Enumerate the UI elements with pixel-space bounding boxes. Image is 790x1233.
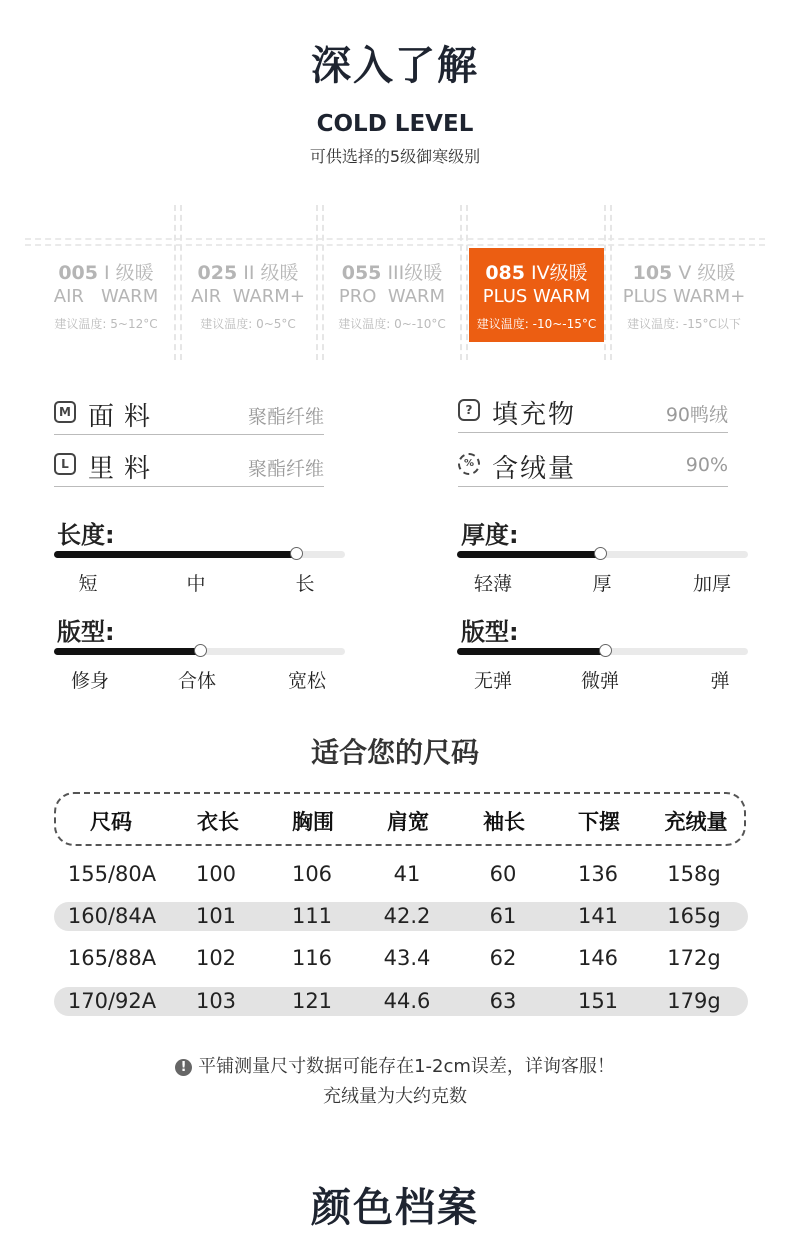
table-cell: 102 bbox=[195, 946, 237, 970]
table-cell: 101 bbox=[195, 904, 237, 928]
table-cell: 42.2 bbox=[383, 904, 431, 928]
table-cell: 121 bbox=[291, 989, 333, 1013]
cold-level-title: COLD LEVEL bbox=[316, 111, 474, 137]
slider-knob[interactable] bbox=[194, 644, 207, 657]
divider bbox=[604, 205, 606, 360]
table-cell: 151 bbox=[577, 989, 619, 1013]
slider-label: 厚 bbox=[592, 573, 612, 595]
table-cell: 146 bbox=[577, 946, 619, 970]
thickness-title: 厚度: bbox=[461, 521, 519, 549]
level-code: 025 bbox=[197, 262, 238, 284]
cold-level-3[interactable] bbox=[325, 248, 459, 342]
level-grade: I 级暖 bbox=[104, 262, 154, 284]
percent-gauge-icon: % bbox=[458, 453, 480, 475]
slider-label: 弹 bbox=[710, 670, 730, 692]
table-cell: 165g bbox=[667, 904, 721, 928]
column-header: 袖长 bbox=[483, 810, 525, 834]
slider-label: 修身 bbox=[70, 670, 110, 692]
divider bbox=[316, 205, 318, 360]
cold-level-2[interactable] bbox=[182, 248, 314, 342]
table-cell: 100 bbox=[195, 862, 237, 886]
table-cell: 170/92A bbox=[67, 989, 157, 1013]
fit-title: 版型: bbox=[57, 618, 115, 646]
table-row bbox=[54, 860, 748, 889]
level-grade: V 级暖 bbox=[678, 262, 736, 284]
material-value: 90鸭绒 bbox=[665, 404, 728, 426]
divider bbox=[174, 205, 176, 360]
slider-knob[interactable] bbox=[594, 547, 607, 560]
table-row bbox=[54, 987, 748, 1016]
slider-label: 轻薄 bbox=[473, 573, 513, 595]
level-code: 005 bbox=[58, 262, 98, 284]
page-title: 深入了解 bbox=[311, 43, 479, 89]
filling-question-icon: ? bbox=[458, 399, 480, 421]
cold-level-5[interactable] bbox=[613, 248, 755, 342]
table-cell: 106 bbox=[291, 862, 333, 886]
table-cell: 111 bbox=[291, 904, 333, 928]
divider bbox=[25, 238, 765, 240]
cold-level-subtitle: 可供选择的5级御寒级别 bbox=[309, 147, 481, 166]
slider-fill bbox=[457, 648, 605, 655]
divider bbox=[25, 244, 765, 246]
column-header: 充绒量 bbox=[664, 810, 728, 834]
table-cell: 179g bbox=[667, 989, 721, 1013]
level-grade: III级暖 bbox=[387, 262, 443, 284]
table-cell: 43.4 bbox=[383, 946, 431, 970]
length-slider[interactable] bbox=[54, 551, 345, 558]
slider-knob[interactable] bbox=[599, 644, 612, 657]
stretch-title: 版型: bbox=[461, 618, 519, 646]
slider-fill bbox=[54, 648, 200, 655]
table-cell: 44.6 bbox=[383, 989, 431, 1013]
level-name: PLUS WARM bbox=[482, 286, 591, 307]
fill-weight-note: 充绒量为大约克数 bbox=[323, 1086, 467, 1107]
table-cell: 116 bbox=[291, 946, 333, 970]
level-temp: 建议温度: 5~12°C bbox=[54, 317, 158, 331]
table-cell: 165/88A bbox=[67, 946, 157, 970]
column-header: 衣长 bbox=[197, 810, 239, 834]
level-name: AIR WARM+ bbox=[191, 286, 305, 307]
level-name: PRO WARM bbox=[338, 286, 446, 307]
table-cell: 103 bbox=[195, 989, 237, 1013]
table-row bbox=[54, 902, 748, 931]
table-cell: 60 bbox=[489, 862, 517, 886]
size-table-header bbox=[54, 792, 746, 846]
level-temp: 建议温度: 0~-10°C bbox=[338, 317, 446, 331]
lining-l-icon: L bbox=[54, 453, 76, 475]
level-grade: IV级暖 bbox=[531, 262, 588, 284]
level-temp: 建议温度: 0~5°C bbox=[200, 317, 296, 331]
fit-slider[interactable] bbox=[54, 648, 345, 655]
table-row bbox=[54, 944, 748, 973]
material-label: 含绒量 bbox=[492, 454, 577, 484]
table-cell: 172g bbox=[667, 946, 721, 970]
slider-label: 中 bbox=[186, 573, 206, 595]
material-value: 聚酯纤维 bbox=[247, 458, 324, 480]
material-lining bbox=[54, 446, 324, 487]
color-section-title: 颜色档案 bbox=[311, 1185, 479, 1231]
cold-level-4-selected[interactable] bbox=[469, 248, 604, 342]
level-code: 085 bbox=[485, 262, 525, 284]
material-filling bbox=[458, 392, 728, 433]
material-down-content bbox=[458, 446, 728, 487]
slider-fill bbox=[54, 551, 296, 558]
level-temp: 建议温度: -10~-15°C bbox=[476, 317, 597, 331]
table-cell: 61 bbox=[489, 904, 517, 928]
thickness-slider[interactable] bbox=[457, 551, 748, 558]
fabric-m-icon: M bbox=[54, 401, 76, 423]
divider bbox=[610, 205, 612, 360]
level-code: 055 bbox=[341, 262, 382, 284]
slider-label: 合体 bbox=[177, 670, 217, 692]
table-cell: 160/84A bbox=[67, 904, 157, 928]
length-title: 长度: bbox=[57, 521, 115, 549]
level-grade: II 级暖 bbox=[243, 262, 299, 284]
divider bbox=[466, 205, 468, 360]
column-header: 下摆 bbox=[578, 810, 620, 834]
measurement-note bbox=[0, 1052, 790, 1078]
table-cell: 63 bbox=[489, 989, 517, 1013]
level-code: 105 bbox=[632, 262, 673, 284]
column-header: 肩宽 bbox=[387, 810, 429, 834]
level-name: AIR WARM bbox=[53, 286, 159, 307]
table-cell: 155/80A bbox=[67, 862, 157, 886]
column-header: 尺码 bbox=[90, 810, 132, 834]
note-text: 平铺测量尺寸数据可能存在1-2cm误差，详询客服！ bbox=[198, 1056, 615, 1077]
material-label: 填充物 bbox=[492, 400, 577, 430]
material-value: 90% bbox=[685, 454, 728, 476]
level-temp: 建议温度: -15°C以下 bbox=[627, 317, 741, 331]
slider-label: 宽松 bbox=[287, 670, 327, 692]
slider-label: 无弹 bbox=[473, 670, 513, 692]
cold-level-1[interactable] bbox=[40, 248, 172, 342]
divider bbox=[460, 205, 462, 360]
table-cell: 158g bbox=[667, 862, 721, 886]
material-label: 面料 bbox=[88, 402, 161, 432]
slider-label: 加厚 bbox=[692, 573, 732, 595]
table-cell: 141 bbox=[577, 904, 619, 928]
table-cell: 62 bbox=[489, 946, 517, 970]
column-header: 胸围 bbox=[292, 810, 334, 834]
slider-label: 长 bbox=[295, 573, 315, 595]
stretch-slider[interactable] bbox=[457, 648, 748, 655]
table-cell: 41 bbox=[393, 862, 421, 886]
slider-label: 短 bbox=[78, 573, 98, 595]
table-cell: 136 bbox=[577, 862, 619, 886]
slider-knob[interactable] bbox=[290, 547, 303, 560]
divider bbox=[322, 205, 324, 360]
material-label: 里料 bbox=[88, 454, 161, 484]
material-fabric bbox=[54, 394, 324, 435]
warning-icon: ! bbox=[175, 1059, 192, 1076]
slider-fill bbox=[457, 551, 600, 558]
level-name: PLUS WARM+ bbox=[622, 286, 746, 307]
size-table-title: 适合您的尺码 bbox=[310, 736, 479, 769]
slider-label: 微弹 bbox=[580, 670, 620, 692]
material-value: 聚酯纤维 bbox=[247, 406, 324, 428]
